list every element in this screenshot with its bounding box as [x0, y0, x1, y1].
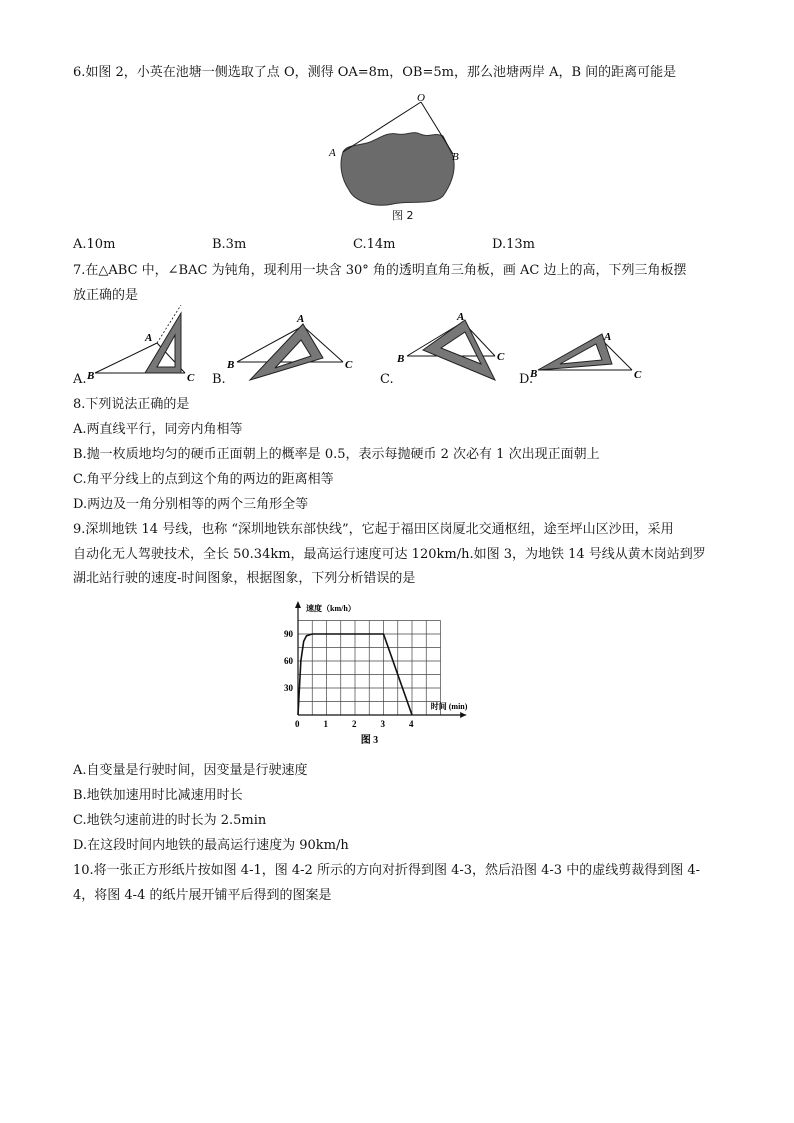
y-axis-label: 速度（km/h）	[306, 604, 356, 613]
y-axis-arrow	[295, 601, 301, 608]
x-axis-label: 时间 (min)	[430, 702, 468, 711]
q9-option-c: C.地铁匀速前进的时长为 2.5min	[73, 813, 267, 828]
q7-figure-c	[393, 310, 518, 385]
q6-stem: 6.如图 2，小英在池塘一侧选取了点 O，测得 OA=8m，OB=5m，那么池塘两岸 A，B 间的距离可能是	[73, 65, 677, 80]
q7-option-d: D.	[519, 372, 534, 387]
q7-option-c: C.	[380, 372, 394, 387]
q9-stem-line3: 湖北站行驶的速度-时间图象，根据图象，下列分析错误的是	[73, 571, 416, 586]
q7-stem-line2: 放正确的是	[73, 288, 139, 303]
svg-text:A: A	[297, 313, 305, 325]
y-tick-label: 60	[284, 656, 293, 666]
q7-figure-a	[85, 305, 200, 385]
q6-option-a: A.10m	[73, 237, 116, 252]
svg-text:A: A	[604, 331, 612, 343]
q8-option-a: A.两直线平行，同旁内角相等	[73, 422, 243, 437]
q8-option-b: B.抛一枚质地均匀的硬币正面朝上的概率是 0.5，表示每抛硬币 2 次必有 1 次出现正面朝上	[73, 447, 600, 462]
q9-option-a: A.自变量是行驶时间，因变量是行驶速度	[73, 763, 308, 778]
q8-option-d: D.两边及一角分别相等的两个三角形全等	[73, 497, 309, 512]
fig2-caption: 图 2	[392, 209, 414, 222]
q6-option-c: C.14m	[353, 237, 396, 252]
chart-caption: 图 3	[360, 735, 379, 746]
q9-stem-line1: 9.深圳地铁 14 号线，也称 “深圳地铁东部快线”，它起于福田区岗厦北交通枢纽，途至坪山区沙田，采用	[73, 522, 674, 537]
y-tick-label: 30	[284, 683, 293, 693]
svg-text:B: B	[87, 370, 95, 382]
q9-option-b: B.地铁加速用时比减速用时长	[73, 788, 243, 803]
svg-text:A: A	[145, 332, 153, 344]
x-tick-label: 1	[323, 719, 328, 729]
q8-option-c: C.角平分线上的点到这个角的两边的距离相等	[73, 472, 334, 487]
svg-text:C: C	[345, 359, 353, 371]
label-o: O	[417, 92, 425, 104]
x-tick-label: 4	[409, 719, 414, 729]
svg-text:B: B	[397, 353, 405, 365]
svg-text:A: A	[457, 311, 465, 323]
speed-time-chart	[280, 597, 520, 749]
q6-option-d: D.13m	[492, 237, 535, 252]
q7-figure-d	[530, 320, 650, 385]
pond-shape	[341, 133, 454, 206]
q7-stem-line1: 7.在△ABC 中，∠BAC 为钝角，现利用一块含 30° 角的透明直角三角板，画 AC 边上的高，下列三角板摆	[73, 263, 687, 278]
q8-stem: 8.下列说法正确的是	[73, 397, 190, 412]
label-b: B	[452, 151, 459, 163]
svg-text:C: C	[497, 351, 505, 363]
svg-text:C: C	[187, 372, 195, 384]
q7-figure-b	[225, 310, 360, 385]
y-tick-label: 90	[284, 629, 293, 639]
q9-stem-line2: 自动化无人驾驶技术，全长 50.34km，最高运行速度可达 120km/h.如图 3，为地铁 14 号线从黄木岗站到罗	[73, 547, 706, 562]
x-tick-label: 0	[295, 719, 300, 729]
q6-option-b: B.3m	[212, 237, 247, 252]
x-tick-label: 2	[352, 719, 357, 729]
label-a: A	[329, 147, 336, 159]
q10-stem-line1: 10.将一张正方形纸片按如图 4-1，图 4-2 所示的方向对折得到图 4-3，然后沿图 4-3 中的虚线剪裁得到图 4-	[73, 863, 701, 878]
q9-option-d: D.在这段时间内地铁的最高运行速度为 90km/h	[73, 838, 349, 853]
q7-option-a: A.	[73, 372, 87, 387]
pond-figure	[325, 92, 475, 224]
svg-text:B: B	[530, 368, 538, 380]
x-tick-label: 3	[380, 719, 385, 729]
q10-stem-line2: 4，将图 4-4 的纸片展开铺平后得到的图案是	[73, 888, 332, 903]
x-axis-arrow	[460, 712, 466, 718]
q7-option-b: B.	[212, 372, 226, 387]
svg-text:B: B	[227, 359, 235, 371]
svg-text:C: C	[634, 369, 642, 381]
